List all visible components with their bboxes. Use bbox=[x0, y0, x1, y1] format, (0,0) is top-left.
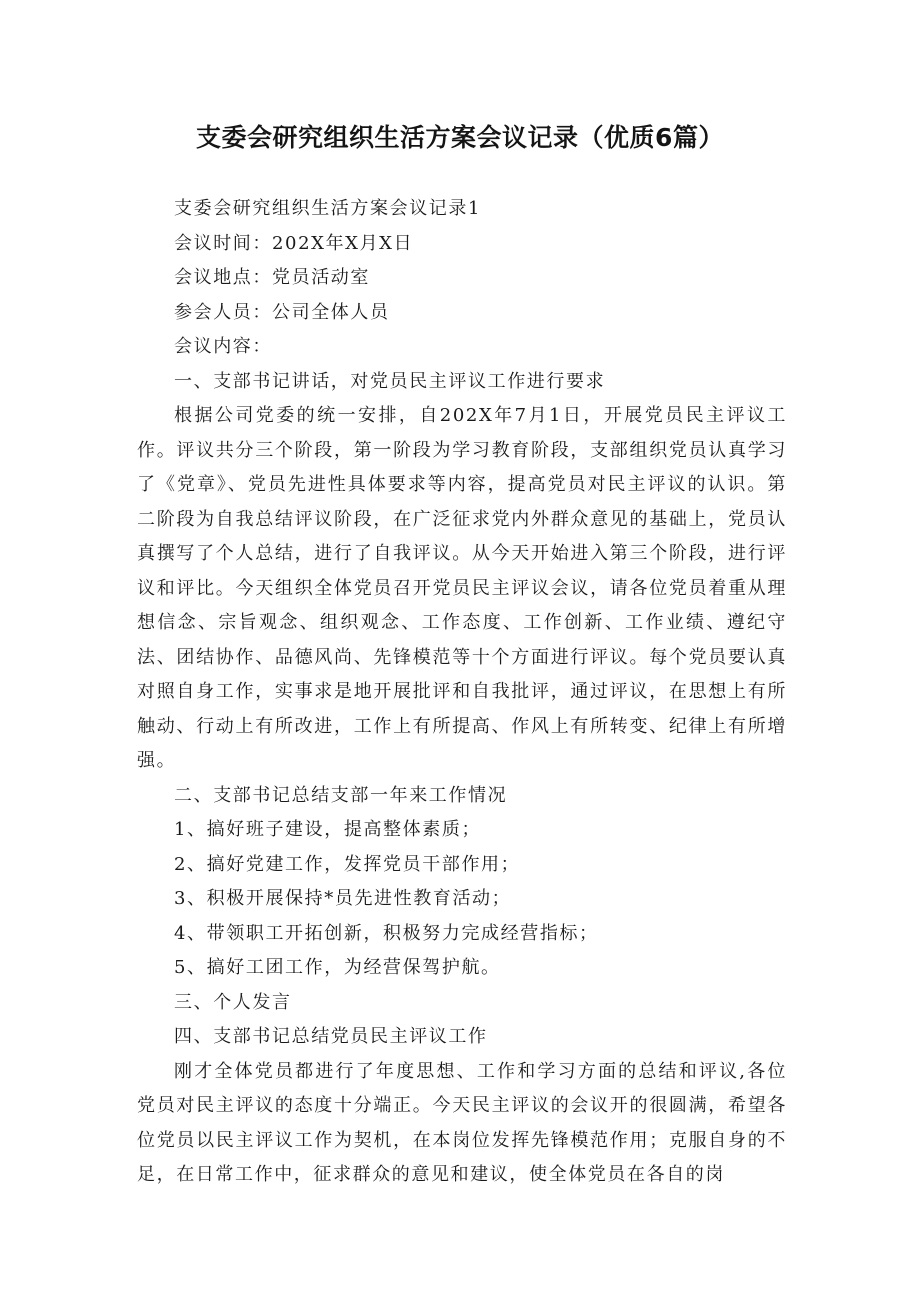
section-2-heading: 二、支部书记总结支部一年来工作情况 bbox=[174, 784, 508, 806]
meeting-place: 会议地点：党员活动室 bbox=[174, 267, 370, 288]
record-subtitle: 支委会研究组织生活方案会议记录1 bbox=[174, 198, 482, 219]
section-3-heading: 三、个人发言 bbox=[174, 991, 292, 1013]
section-1-paragraph: 根据公司党委的统一安排，自202X年7月1日，开展党员民主评议工作。评议共分三个阶段，第一阶段为学习教育阶段，支部组织党员认真学习了《党章》、党员先进性具体要求等内容，提高党员对民主评议的认识。第二阶段为自我总结评议阶段，在广泛征求党内外群众意见的基础上，党员认真撰写了个人总结，进行了自我评议。从今天开始进入第三个阶段，进行评议和评比。今天组织全体党员召开党员民主评议会议，请各位党员着重从理想信念、宗旨观念、组织观念、工作态度、工作创新、工作业绩、遵纪守法、团结协作、品德风尚、先锋模范等十个方面进行评议。每个党员要认真对照自身工作，实事求是地开展批评和自我批评，通过评议，在思想上有所触动、行动上有所改进，工作上有所提高、作风上有所转变、纪律上有所增强。 bbox=[137, 405, 787, 771]
document-body bbox=[137, 192, 787, 1193]
section-2-item: 5、搞好工团工作，为经营保驾护航。 bbox=[174, 957, 501, 978]
section-2-item: 3、积极开展保持*员先进性教育活动； bbox=[174, 888, 512, 909]
section-4-heading: 四、支部书记总结党员民主评议工作 bbox=[174, 1026, 488, 1047]
meeting-content-label: 会议内容： bbox=[174, 336, 272, 357]
section-2-item: 2、搞好党建工作，发挥党员干部作用； bbox=[174, 853, 521, 875]
meeting-attendees: 参会人员：公司全体人员 bbox=[174, 301, 390, 323]
meeting-time: 会议时间：202X年X月X日 bbox=[174, 232, 414, 254]
section-1-heading: 一、支部书记讲话，对党员民主评议工作进行要求 bbox=[174, 370, 606, 392]
section-2-item: 4、带领职工开拓创新，积极努力完成经营指标； bbox=[174, 922, 599, 944]
document-title: 支委会研究组织生活方案会议记录（优质6篇） bbox=[196, 123, 724, 152]
section-4-paragraph: 刚才全体党员都进行了年度思想、工作和学习方面的总结和评议,各位党员对民主评议的态度十分端正。今天民主评议的会议开的很圆满，希望各位党员以民主评议工作为契机，在本岗位发挥先锋模范作用；克服自身的不足，在日常工作中，征求群众的意见和建议，使全体党员在各自的岗 bbox=[137, 1060, 787, 1185]
section-2-item: 1、搞好班子建设，提高整体素质； bbox=[174, 819, 482, 840]
